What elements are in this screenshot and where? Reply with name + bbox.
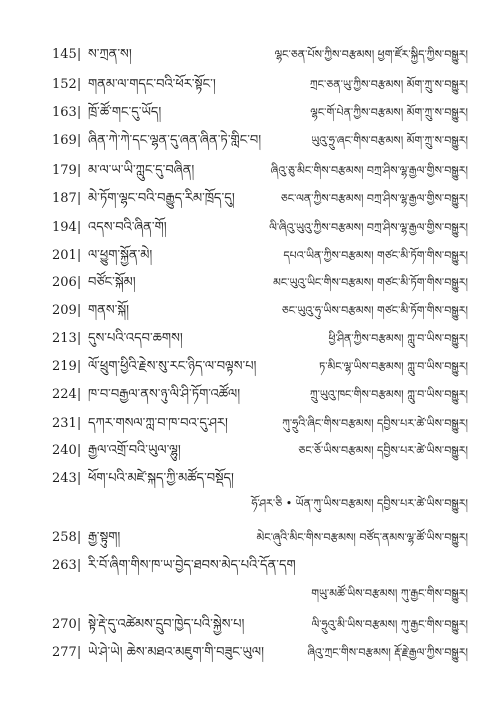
toc-entry-continuation bbox=[0, 494, 500, 514]
chapter-title: ཁྲོ་ཚོ་གང་དུ་ཡོད། bbox=[88, 105, 162, 120]
page-number: 243| bbox=[52, 471, 82, 486]
page-number: 219| bbox=[52, 359, 82, 374]
page-number: 258| bbox=[52, 530, 82, 545]
chapter-title: ཕོག་པའི་མཛེ་སྐད་ཀྱི་མཚོད་བསྡོད། bbox=[88, 471, 234, 486]
toc-entry-continuation bbox=[0, 584, 500, 604]
toc-entry bbox=[0, 188, 500, 210]
page-number: 277| bbox=[52, 645, 82, 660]
chapter-title: གནམ་ལ་གདང་བའི་ཕོར་སྟོང་། bbox=[88, 77, 216, 92]
page-number: 179| bbox=[52, 163, 82, 178]
page-number: 270| bbox=[52, 617, 82, 632]
page-number: 231| bbox=[52, 416, 82, 431]
toc-entry bbox=[0, 102, 500, 124]
chapter-title: ཡེ་ཤེ་ཡེ། ཆེས་མཐའ་མཇུག་གི་བཟུང་ཡུལ། bbox=[88, 645, 264, 660]
chapter-title: མ་ལ་ཡ་ཡི་ཀླུང་དུ་བཞིན། bbox=[88, 163, 195, 178]
chapter-title: འདས་བའི་ཞིན་གོ། bbox=[88, 220, 167, 235]
toc-entry bbox=[0, 300, 500, 322]
chapter-title: ལོ་ཕྲུག་ཕྱིའི་རྗེས་སུ་རང་ཉིད་ལ་བལྟས་པ། bbox=[88, 359, 257, 374]
author-translator: ཀྲང་ཅན་ཡུ་ཀྱིས་བརྩམས། མོག་ཀྲུ་ས་བསྒྱུར། bbox=[309, 78, 468, 91]
chapter-title: ཞིན་ཀེ་ཀེ་དང་ལྷན་དུ་ཞན་ཞིན་ཏེ་གླིང་བ། bbox=[88, 133, 262, 148]
chapter-title: ས་ཀྲན་ས། bbox=[88, 47, 132, 62]
chapter-title: དཀར་གསལ་ཀླ་བ་ཁ་བའ་དུ་ཤར། bbox=[88, 416, 228, 431]
toc-entry bbox=[0, 440, 500, 462]
chapter-title: ཁ་བ་བརྒྱལ་ནས་ཉུ་ལི་ཤི་ཏོག་འཚོལ། bbox=[88, 387, 241, 402]
chapter-title: དུས་པའི་འདབ་ཆགས། bbox=[88, 331, 183, 346]
page-number: 194| bbox=[52, 220, 82, 235]
page-number: 224| bbox=[52, 387, 82, 402]
toc-entry bbox=[0, 44, 500, 66]
toc-entry bbox=[0, 555, 500, 577]
toc-entry bbox=[0, 272, 500, 294]
toc-entry bbox=[0, 614, 500, 636]
chapter-title: བཙོང་སྐོམ། bbox=[88, 275, 136, 290]
toc-entry bbox=[0, 217, 500, 239]
toc-entry bbox=[0, 130, 500, 152]
author-translator: ཞིའུ་ཅུ་མིང་གིས་བརྩམས། བཀྲ་ཤིས་ལྷ་རྒྱལ་གྱིས་བསྒྱུར། bbox=[270, 164, 468, 177]
author-translator: ཏ་མིང་ལྷ་ཡིས་བརྩམས། ཀླུ་བ་ཡིས་བསྒྱུར། bbox=[318, 360, 468, 373]
page-number: 169| bbox=[52, 133, 82, 148]
author-translator: ལི་ཞིའུ་ཡུའུ་ཀྱིས་བརྩམས། བཀྲ་ཤིས་ལྷ་རྒྱལ་གྱིས་བསྒྱུར། bbox=[269, 221, 468, 234]
author-translator: ཡུའུ་ཧྲུ་ཞང་གིས་བརྩམས། མོག་ཀྲུ་ས་བསྒྱུར། bbox=[311, 134, 468, 147]
page-number: 163| bbox=[52, 105, 82, 120]
page-number: 145| bbox=[52, 47, 82, 62]
chapter-title: སྟེ་རྡེ་དུ་འཚེམས་དྲུབ་ཁྱེད་པའི་སྐྱེས་པ། bbox=[88, 617, 245, 632]
author-translator: ཞིའུ་ཀྲང་གིས་བརྩམས། རྡོ་རྗེ་རྒྱལ་ཀྱིས་བསྒྱུར། bbox=[307, 646, 468, 659]
author-translator: ཕྱི་ཤིན་ཀྱིས་བརྩམས། ཀླུ་བ་ཡིས་བསྒྱུར། bbox=[328, 332, 468, 345]
chapter-title: གནས་སྐོ། bbox=[88, 303, 129, 318]
toc-entry bbox=[0, 468, 500, 490]
toc-entry bbox=[0, 356, 500, 378]
toc-entry bbox=[0, 245, 500, 267]
toc-entry bbox=[0, 527, 500, 549]
toc-entry bbox=[0, 160, 500, 182]
page-number: 263| bbox=[52, 558, 82, 573]
page-number: 206| bbox=[52, 275, 82, 290]
page-number: 201| bbox=[52, 248, 82, 263]
chapter-title: རི་བོ་ཞིག་གིས་ཁ་ཡ་བྱེད་ཐབས་མེད་པའི་དོན་དག bbox=[88, 558, 296, 573]
toc-entry bbox=[0, 413, 500, 435]
author-translator: མེང་ཞུའི་མིང་གིས་བརྩམས། བཙོད་ནམས་ལྷ་ཚོ་ཡིས་བསྒྱུར། bbox=[256, 531, 468, 544]
chapter-title: ལ་ཕྱུག་སྐྱོན་མེ། bbox=[88, 248, 153, 263]
author-translator: ཀུ་ཧྲུའི་ཞིང་གིས་བརྩམས། དབྱིས་པར་ཚེ་ཡིས་བསྒྱུར། bbox=[282, 417, 468, 430]
page-number: 209| bbox=[52, 303, 82, 318]
author-translator: ལི་ཧྲུའུ་མི་ཡིས་བརྩམས། ཀུ་རྒྱང་གིས་བསྒྱུར། bbox=[311, 618, 468, 631]
author-translator: ཅང་ཅོ་ཡིས་བརྩམས། དབྱིས་པར་ཚེ་ཡིས་བསྒྱུར། bbox=[298, 444, 468, 457]
author-translator: ཀྲུ་ཡུའུ་ཁང་གིས་བརྩམས། ཀླུ་བ་ཡིས་བསྒྱུར། bbox=[309, 388, 468, 401]
author-translator: ཅང་ཡུའུ་ཧུ་ཡིས་བརྩམས། གཙང་མི་ཏོག་གིས་བསྒྱུར། bbox=[281, 304, 468, 317]
author-translator: གཡུ་མཚོ་ཡིས་བརྩམས། ཀུ་རྒྱང་གིས་བསྒྱུར། bbox=[311, 587, 468, 600]
author-translator: ཧོ་ཤར་ཅི • ཡོན་ཀུ་ཡིས་བརྩམས། དབྱིས་པར་ཚེ་ཡིས་བསྒྱུར། bbox=[251, 497, 468, 510]
chapter-title: རྒྱལ་འགྲོ་བའི་ཡུལ་ལྷུ། bbox=[88, 443, 181, 458]
author-translator: ལྷང་གོ་པེན་ཀྱིས་བརྩམས། མོག་ཀྲུ་ས་བསྒྱུར། bbox=[310, 106, 468, 119]
author-translator: ལྷང་ཅན་པོས་ཀྱིས་བརྩམས། ཕྱག་ཛོར་སྐྱིད་ཀྱིས་བསྒྱུར། bbox=[274, 48, 468, 61]
page-number: 213| bbox=[52, 331, 82, 346]
author-translator: དཔའ་ཡིན་ཀྱིས་བརྩམས། གཙང་མི་ཏོག་གིས་བསྒྱུར། bbox=[283, 249, 468, 262]
chapter-title: རྒྱ་སྟུག། bbox=[88, 530, 121, 545]
author-translator: མང་ཡུའུ་ཡིང་གིས་བརྩམས། གཙང་མི་ཏོག་གིས་བསྒྱུར། bbox=[273, 276, 468, 289]
page-number: 152| bbox=[52, 77, 82, 92]
toc-entry bbox=[0, 328, 500, 350]
toc-entry bbox=[0, 384, 500, 406]
toc-entry bbox=[0, 74, 500, 96]
page-number: 187| bbox=[52, 191, 82, 206]
author-translator: ཅང་ལན་ཀྱིས་བརྩམས། བཀྲ་ཤིས་ལྷ་རྒྱལ་གྱིས་བསྒྱུར། bbox=[280, 192, 468, 205]
chapter-title: མེ་ཏོག་ལྷང་བའི་བརྒྱུད་རིམ་ཁྲོད་དུ། bbox=[88, 191, 235, 206]
toc-entry bbox=[0, 642, 500, 664]
page-number: 240| bbox=[52, 443, 82, 458]
